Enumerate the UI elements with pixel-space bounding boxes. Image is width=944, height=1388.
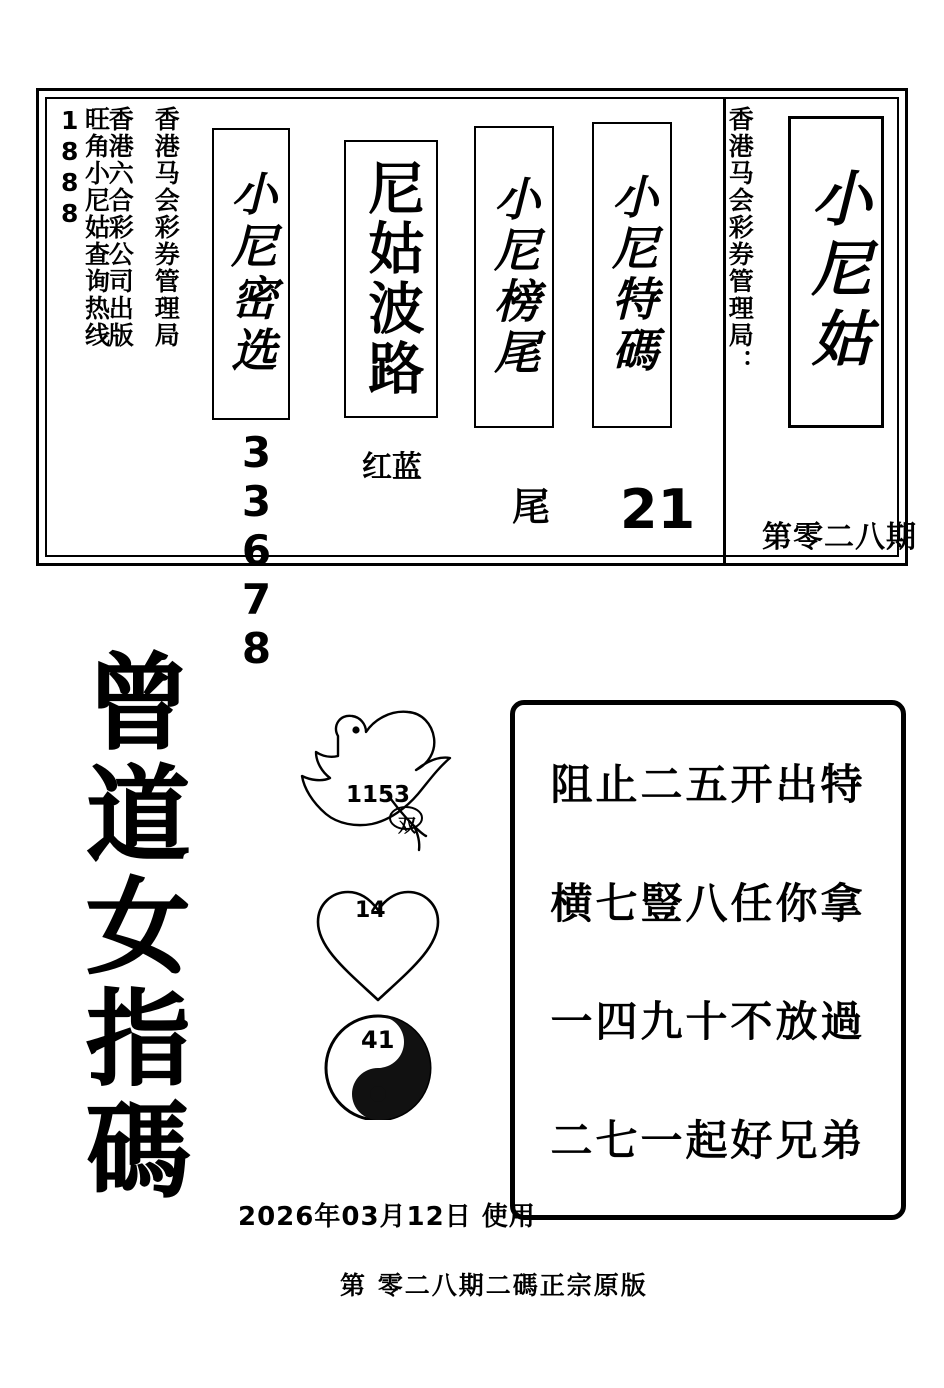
poster-title: 小尼姑 bbox=[801, 167, 872, 377]
brand-title: 曾道女指碼 bbox=[68, 648, 191, 1208]
heart-number: 14 bbox=[355, 898, 386, 923]
dove-sub-label: 双 bbox=[398, 816, 416, 837]
label-bolu: 尼姑波路 bbox=[359, 159, 425, 399]
authority-text: 香港马会彩券管理局 bbox=[151, 106, 181, 349]
label-box-bangwei bbox=[474, 126, 554, 428]
hotline-text: 旺角小尼姑查询热线1888 bbox=[55, 106, 111, 349]
issue-number-top: 第零二八期 bbox=[762, 520, 917, 555]
bolu-color-label: 红蓝 bbox=[362, 450, 422, 485]
verse-line-2: 横七豎八任你拿 bbox=[550, 878, 866, 928]
verse-box bbox=[510, 700, 906, 1220]
dove-number: 1153 bbox=[346, 782, 411, 808]
yinyang-number: 41 bbox=[361, 1026, 395, 1054]
tema-number: 21 bbox=[620, 478, 696, 541]
label-box-bolu bbox=[344, 140, 438, 418]
mixuan-number: 33678 bbox=[232, 428, 281, 673]
title-box bbox=[788, 116, 884, 428]
label-bangwei: 小尼榜尾 bbox=[487, 175, 542, 379]
verse-line-1: 阻止二五开出特 bbox=[550, 760, 866, 810]
date-line: 2026年03月12日 使用 bbox=[238, 1202, 536, 1232]
dove-icon bbox=[302, 712, 450, 850]
footer-line: 第 零二八期二碼正宗原版 bbox=[340, 1271, 648, 1300]
verse-line-4: 二七一起好兄弟 bbox=[550, 1115, 866, 1165]
issuer-text: 香港六合彩公司出版 bbox=[105, 106, 135, 349]
label-box-mixuan bbox=[212, 128, 290, 420]
verse-line-3: 一四九十不放過 bbox=[550, 997, 866, 1047]
label-tema: 小尼特碼 bbox=[605, 173, 660, 377]
wei-label: 尾 bbox=[512, 485, 551, 529]
right-authority-caption: 香港马会彩券管理局： bbox=[725, 106, 755, 376]
label-box-tema bbox=[592, 122, 672, 428]
label-mixuan: 小尼密选 bbox=[224, 170, 279, 378]
